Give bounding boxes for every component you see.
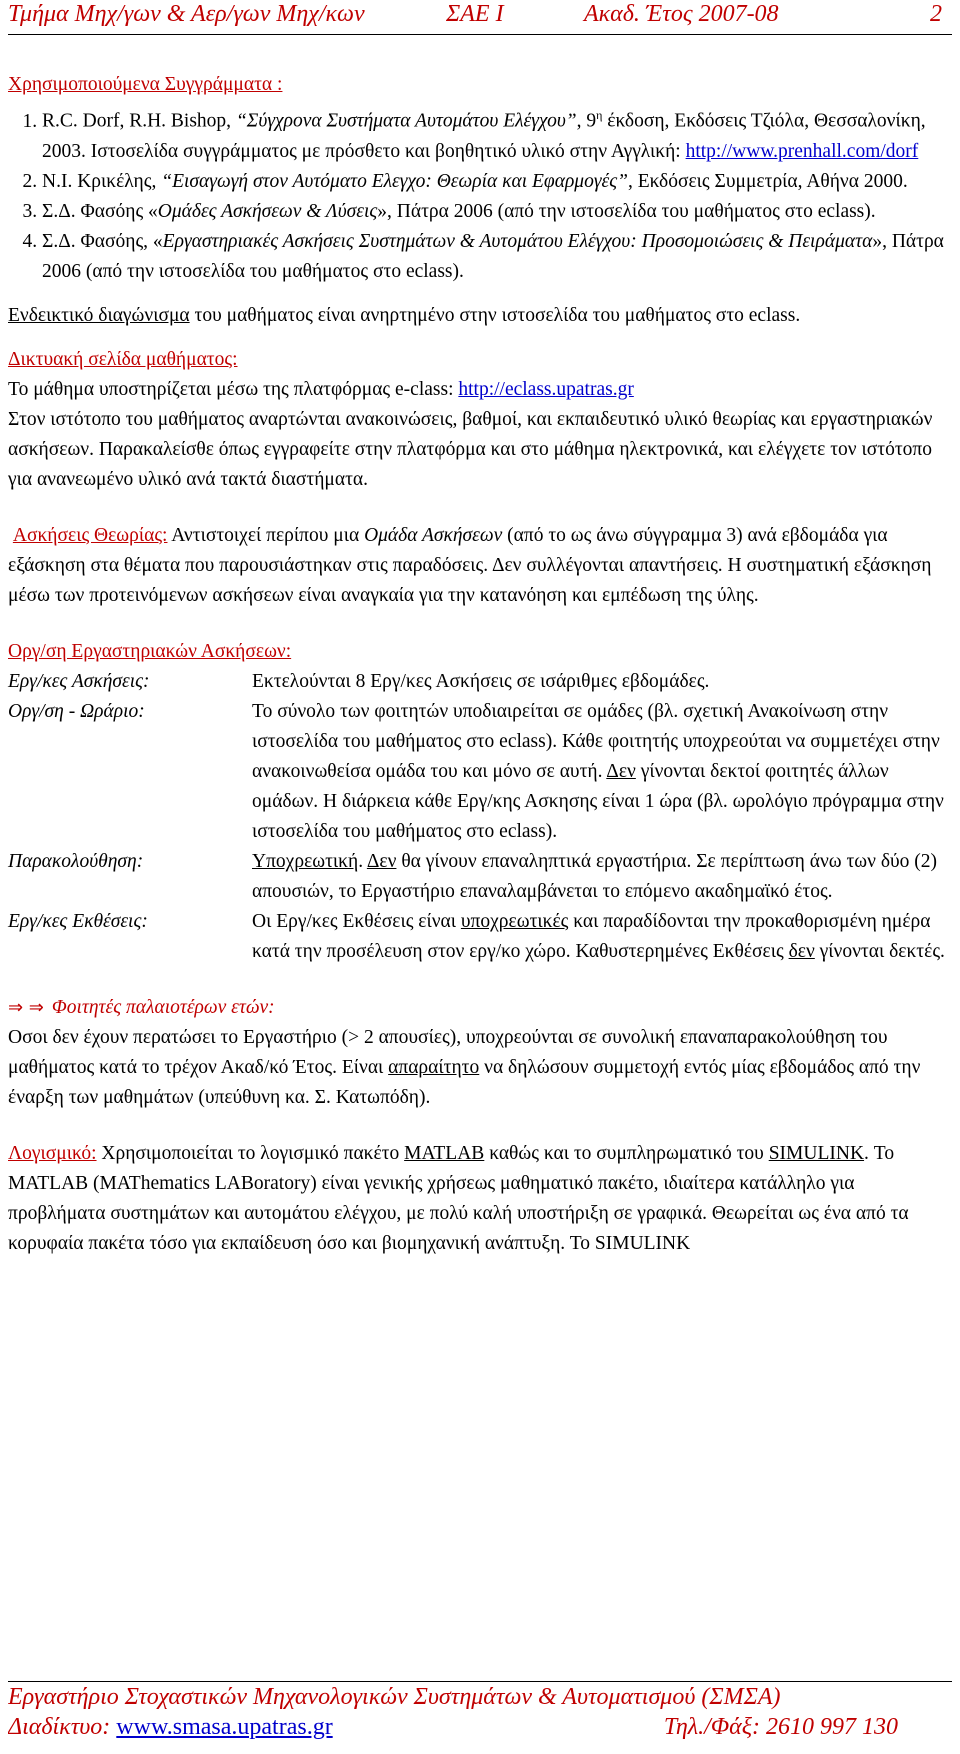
header-course: ΣΑΕ Ι xyxy=(446,1,504,27)
lab-exercises-row xyxy=(8,667,950,697)
org-underline: Δεν xyxy=(606,760,636,782)
sample-exam-paragraph xyxy=(8,301,950,331)
lab-attendance-label: Παρακολούθηση: xyxy=(8,850,144,872)
book-title: “Εισαγωγή στον Αυτόματο Ελεγχο: Θεωρία και Εφαρμογές” xyxy=(161,170,628,192)
simulink-name: SIMULINK xyxy=(768,1142,865,1164)
website-intro: Το μάθημα υποστηρίζεται μέσω της πλατφόρμας e-class: xyxy=(8,378,459,400)
book-title: Εργαστηριακές Ασκήσεις Συστημάτων & Αυτομάτου Ελέγχου: Προσομοιώσεις & Πειράματα xyxy=(162,230,873,252)
website-line xyxy=(8,375,950,405)
older-students-heading-line xyxy=(8,993,950,1023)
book-details: Εκδόσεις Συμμετρία, Αθήνα 2000. xyxy=(632,170,908,192)
header-department: Τμήμα Μηχ/γων & Αερ/γων Μηχ/κων xyxy=(8,1,365,27)
book-title: “Σύγχρονα Συστήματα Αυτομάτου Ελέγχου” xyxy=(235,110,577,132)
lab-attendance-row xyxy=(8,847,950,907)
software-heading: Λογισμικό: xyxy=(8,1142,97,1164)
theory-heading: Ασκήσεις Θεωρίας: xyxy=(12,524,168,546)
theory-italic: Ομάδα Ασκήσεων xyxy=(364,524,503,546)
org-text-1: Το σύνολο των φοιτητών υποδιαιρείται σε ομάδες (βλ. σχετική Ανακοίνωση στην ιστοσελίδα του μαθήματος στο eclass). Κάθε φοιτητής υποχρεούται να συμμετέχει στην ανακοινωθείσα ομάδα του και μόνο σε αυτή. xyxy=(252,700,940,782)
book-authors: R.C. Dorf, R.H. Bishop, xyxy=(42,110,232,132)
sample-exam-text: του μαθήματος είναι ανηρτημένο στην ιστοσελίδα του μαθήματος στο eclass. xyxy=(189,304,801,326)
software-paragraph xyxy=(8,1139,950,1259)
org-text-2: γίνονται δεκτοί φοιτητές άλλων ομάδων. Η διάρκεια κάθε Εργ/κης Ασκησης είναι 1 ώρα (βλ. ωρολόγιο πρόγραμμα στην ιστοσελίδα του μαθήματος στο eclass). xyxy=(252,760,944,842)
book-details: », Πάτρα 2006 (από την ιστοσελίδα του μαθήματος στο eclass). xyxy=(42,230,944,282)
attendance-text-2: θα γίνουν επαναληπτικά εργαστήρια. Σε περίπτωση άνω των δύο (2) απουσιών, το Εργαστήριο επαναλαμβάνεται το επόμενο ακαδημαϊκό έτος. xyxy=(252,850,938,902)
footer-lab-name: Εργαστήριο Στοχαστικών Μηχανολογικών Συστημάτων & Αυτοματισμού (ΣΜΣΑ) xyxy=(8,1684,781,1710)
book-details: », Πάτρα 2006 (από την ιστοσελίδα του μαθήματος στο eclass). xyxy=(377,200,876,222)
lab-exercises-text: Εκτελούνται 8 Εργ/κες Ασκήσεις σε ισάριθμες εβδομάδες. xyxy=(252,670,710,692)
theory-text-2: (από το ως άνω σύγγραμμα 3) ανά εβδομάδα για εξάσκηση στα θέματα που παρουσιάστηκαν στις παραδόσεις. Δεν συλλέγονται απαντήσεις. Η συστηματική εξάσκηση μέσω των προτεινόμενων ασκήσεων είναι αναγκαία για την κατανόηση και εμπέδωση της ύλης. xyxy=(8,524,932,606)
lab-organization-row xyxy=(8,697,950,847)
reports-underline-2: δεν xyxy=(788,940,815,962)
book-details: έκδοση, Εκδόσεις Τζιόλα, Θεσσαλονίκη, 2003. Ιστοσελίδα συγγράμματος με πρόσθετο και βοηθητικό υλικό στην Αγγλική: xyxy=(42,110,926,162)
software-text-2: καθώς και το συμπληρωματικό του xyxy=(484,1142,769,1164)
book-authors: Ν.Ι. Κρικέλης, xyxy=(42,170,157,192)
older-underline: απαραίτητο xyxy=(388,1056,480,1078)
header-academic-year: Ακαδ. Έτος 2007-08 xyxy=(584,1,779,27)
book-item-1 xyxy=(42,100,950,167)
page-footer xyxy=(8,1681,952,1752)
lab-heading: Οργ/ση Εργαστηριακών Ασκήσεων: xyxy=(8,640,292,662)
matlab-name: MATLAB xyxy=(404,1142,485,1164)
page-header xyxy=(8,0,952,35)
book-authors: Σ.Δ. Φασόης « xyxy=(42,200,158,222)
footer-contact-row xyxy=(8,1712,952,1742)
reports-text-3: γίνονται δεκτές. xyxy=(814,940,945,962)
book-item-2 xyxy=(42,167,950,197)
book-edition-sup: η xyxy=(596,108,603,122)
older-text-1: Οσοι δεν έχουν περατώσει το Εργαστήριο (> 2 απουσίες), υποχρεούνται σε συνολική επαναπαρακολούθηση του μαθήματος κατά το τρέχον Ακαδ/κό Έτος. Είναι xyxy=(8,1026,888,1078)
eclass-link[interactable]: http://eclass.upatras.gr xyxy=(458,378,634,400)
website-paragraph: Στον ιστότοπο του μαθήματος αναρτώνται ανακοινώσεις, βαθμοί, και εκπαιδευτικό υλικό θεωρίας και εργαστηριακών ασκήσεων. Παρακαλείσθε όπως εγγραφείτε στην πλατφόρμα και στο μάθημα ηλεκτρονικά, και ελέγχετε τον ιστότοπο για ανανεωμένο υλικό ανά τακτά διαστήματα. xyxy=(8,408,933,490)
lab-organization-label: Οργ/ση - Ωράριο: xyxy=(8,700,145,722)
lab-reports-label: Εργ/κες Εκθέσεις: xyxy=(8,910,148,932)
software-text-3: . Το MATLAB (MAThematics LABoratory) είναι γενικής χρήσεως μαθηματικό πακέτο, ιδιαίτερα κατάλληλο για προβλήματα συστημάτων και αυτομάτου ελέγχου, με πολύ καλή υποστήριξη σε γραφικά. Θεωρείται ως ένα από τα κορυφαία πακέτα τόσο για εκπαίδευση όσο και βιομηχανική ανάπτυξη. Το SIMULINK xyxy=(8,1142,909,1254)
lab-organization-text xyxy=(252,697,950,847)
software-text-1: Χρησιμοποιείται το λογισμικό πακέτο xyxy=(96,1142,405,1164)
older-students-paragraph xyxy=(8,1023,950,1113)
footer-web-link[interactable]: www.smasa.upatras.gr xyxy=(116,1714,333,1740)
footer-phone: Τηλ./Φάξ: 2610 997 130 xyxy=(663,1714,898,1740)
book-title: Ομάδες Ασκήσεων & Λύσεις xyxy=(157,200,378,222)
reports-underline-1: υποχρεωτικές xyxy=(460,910,569,932)
sample-exam-link[interactable]: Ενδεικτικό διαγώνισμα xyxy=(8,304,190,326)
attendance-text-1: . xyxy=(358,850,367,872)
theory-paragraph xyxy=(8,521,950,611)
lab-reports-text xyxy=(252,907,950,967)
reports-text-2: και παραδίδονται την προκαθορισμένη ημέρα κατά την προσέλευση στον εργ/κο χώρο. Καθυστερημένες Εκθέσεις xyxy=(252,910,931,962)
attendance-underline-2: Δεν xyxy=(366,850,397,872)
lab-attendance-text xyxy=(252,847,950,907)
attendance-underline-1: Υποχρεωτική xyxy=(252,850,359,872)
header-page-number: 2 xyxy=(930,1,942,27)
double-arrow-icon: ⇒ ⇒ xyxy=(8,996,44,1018)
footer-web-label: Διαδίκτυο: xyxy=(8,1714,117,1740)
website-heading: Δικτυακή σελίδα μαθήματος: xyxy=(8,348,238,370)
book-item-4 xyxy=(42,227,950,287)
reports-text-1: Οι Εργ/κες Εκθέσεις είναι xyxy=(252,910,461,932)
lab-reports-row xyxy=(8,907,950,967)
lab-exercises-label: Εργ/κες Ασκήσεις: xyxy=(8,670,150,692)
book-edition: , 9 xyxy=(576,110,597,132)
prenhall-link[interactable]: http://www.prenhall.com/dorf xyxy=(685,140,919,162)
book-item-3 xyxy=(42,197,950,227)
books-list xyxy=(8,100,950,287)
theory-text-1: Αντιστοιχεί περίπου μια xyxy=(167,524,365,546)
older-students-heading: Φοιτητές παλαιοτέρων ετών: xyxy=(51,996,275,1018)
page-content xyxy=(8,70,950,1259)
books-heading: Χρησιμοποιούμενα Συγγράμματα : xyxy=(8,74,283,95)
book-comma: , xyxy=(627,170,633,192)
book-authors: Σ.Δ. Φασόης, « xyxy=(42,230,163,252)
older-text-2: να δηλώσουν συμμετοχή εντός μίας εβδομάδος από την έναρξη των μαθημάτων (υπεύθυνη κα. Σ. Κατωπόδη). xyxy=(8,1056,921,1108)
